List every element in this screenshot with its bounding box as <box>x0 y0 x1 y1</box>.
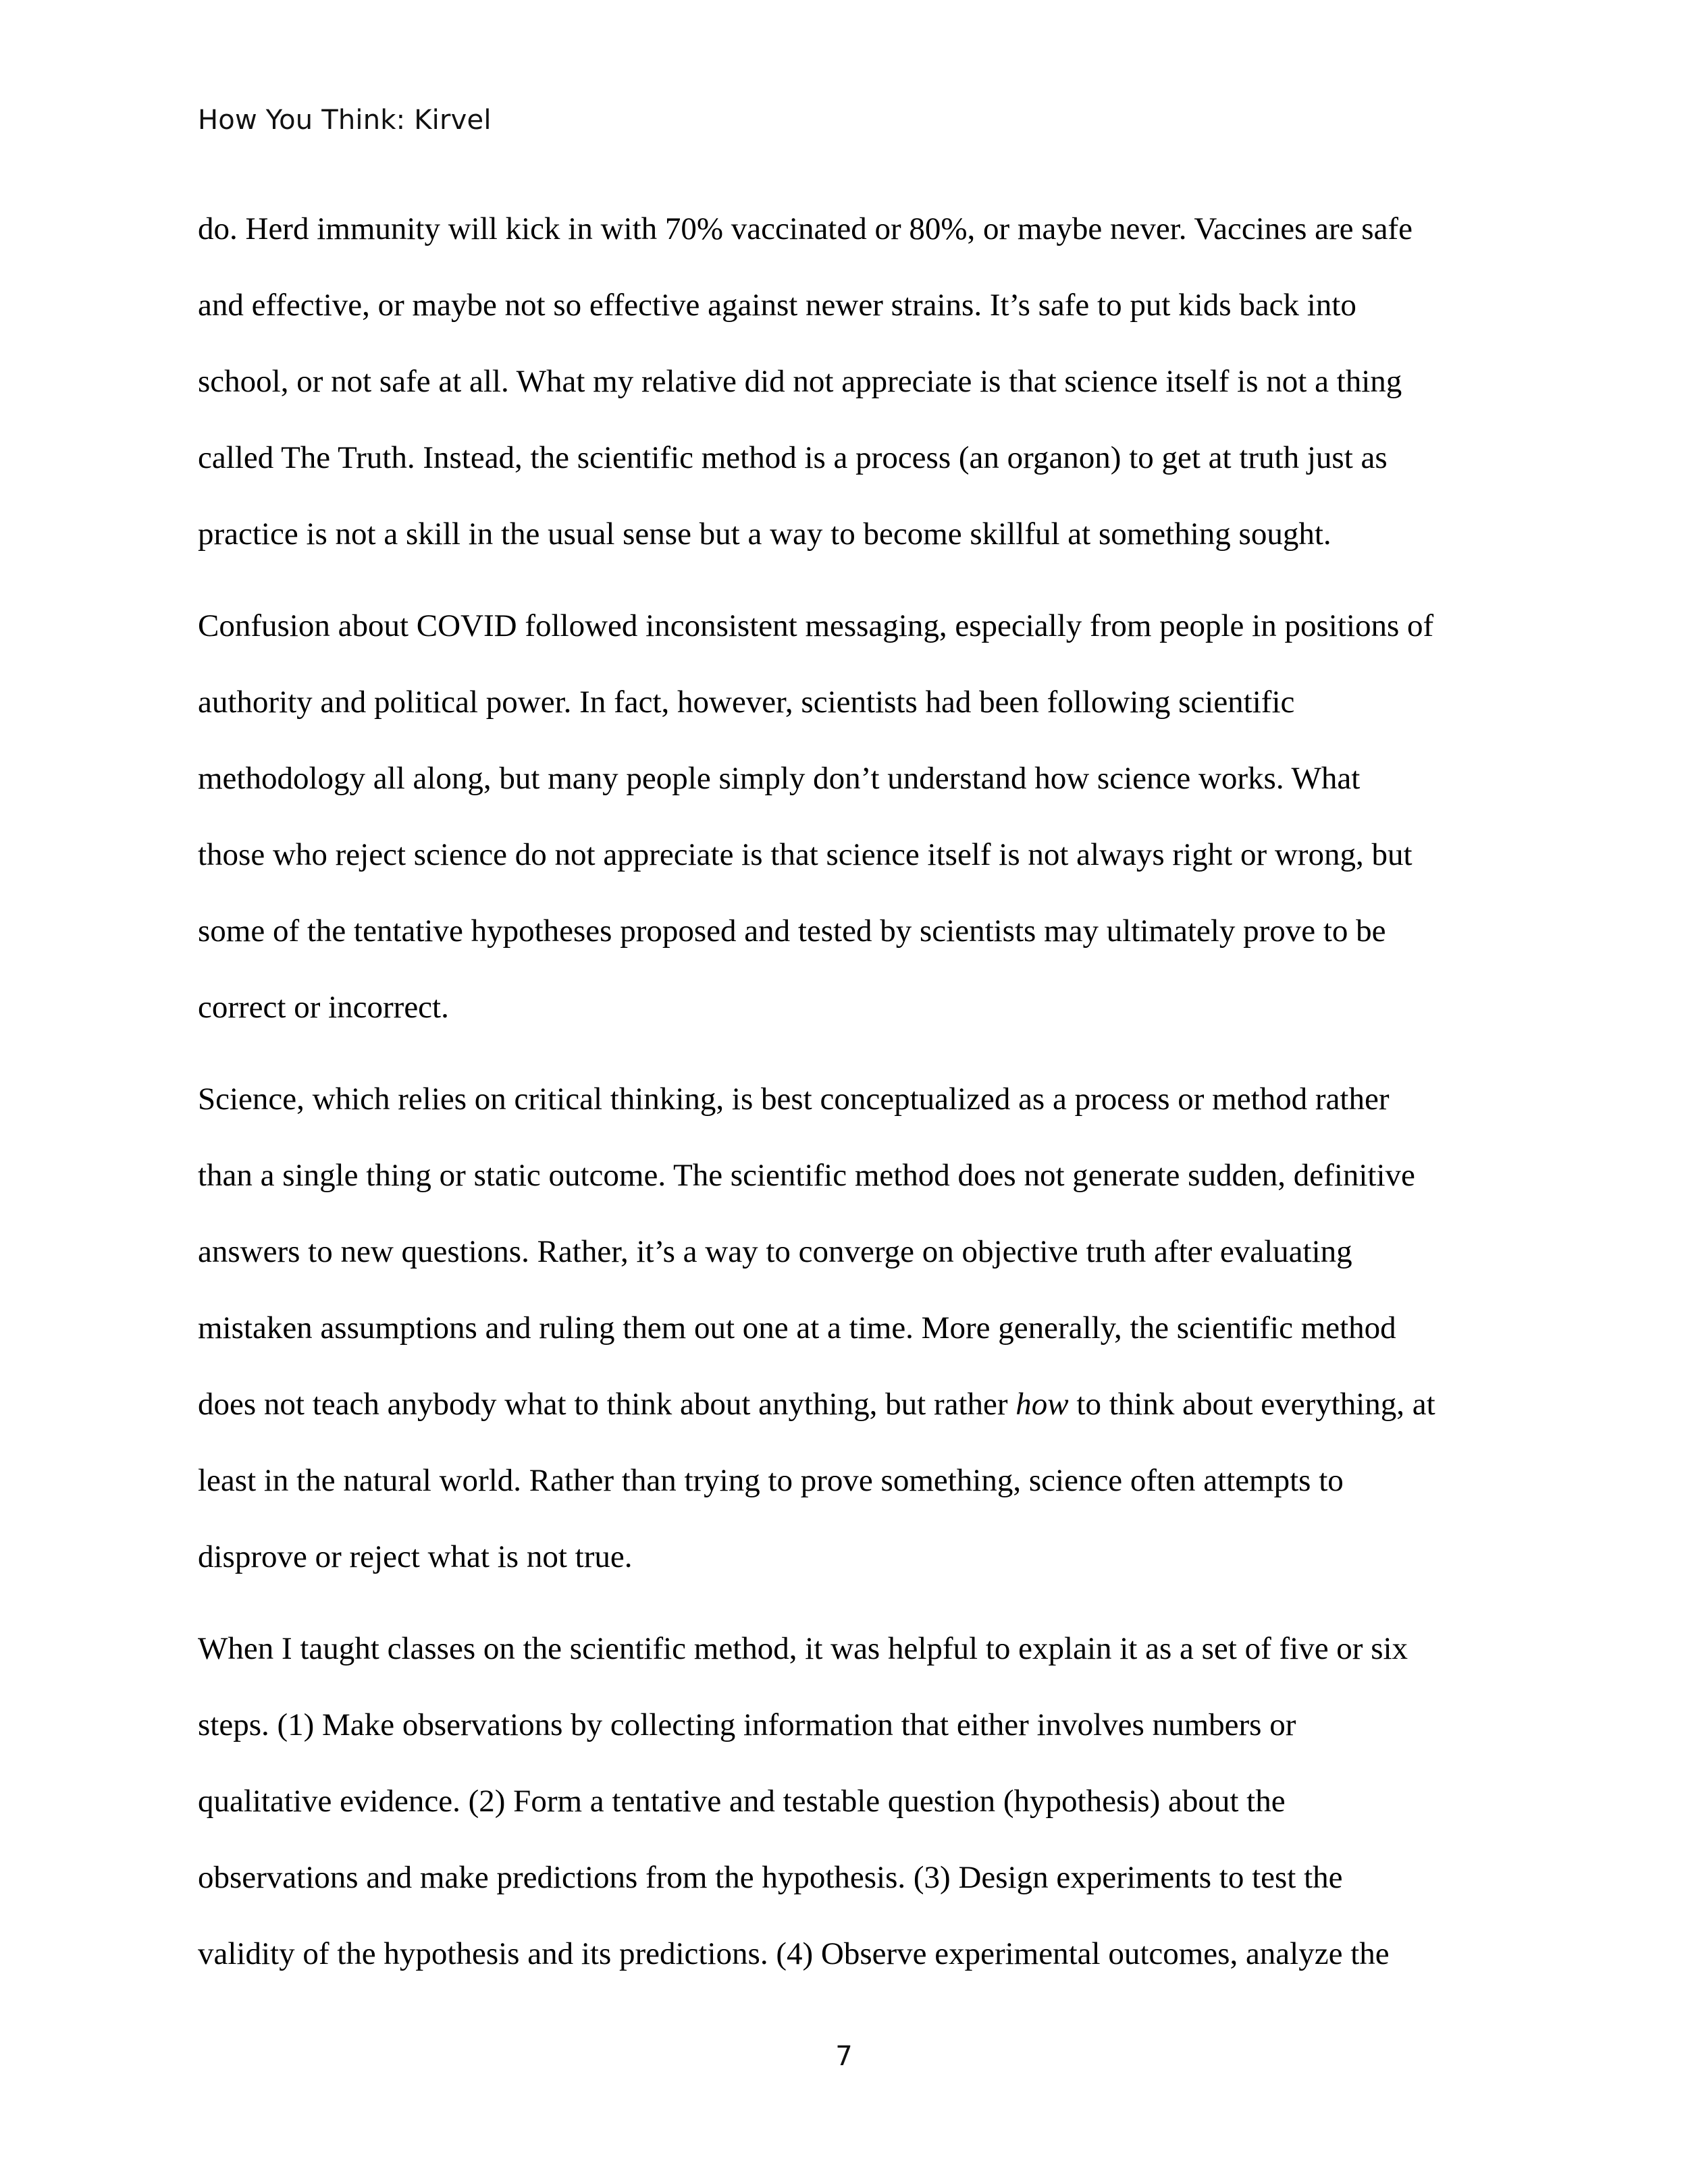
text-line: those who reject science do not appreciate is that science itself is not always right or wrong, but <box>198 837 1413 872</box>
text-line: Confusion about COVID followed inconsistent messaging, especially from people in positions of <box>198 608 1434 643</box>
text-segment: to think about everything, at <box>1068 1387 1435 1422</box>
text-line: least in the natural world. Rather than trying to prove something, science often attempts to <box>198 1463 1344 1498</box>
paragraph-gap <box>198 572 1501 588</box>
paragraph-gap <box>198 1595 1501 1611</box>
text-line: Science, which relies on critical thinking, is best conceptualized as a process or method rather <box>198 1082 1390 1117</box>
running-header: How You Think: Kirvel <box>198 105 492 136</box>
paragraph <box>198 1611 1501 1992</box>
text-line: do. Herd immunity will kick in with 70% vaccinated or 80%, or maybe never. Vaccines are safe <box>198 211 1413 246</box>
text-segment: does not teach anybody what to think about anything, but rather <box>198 1387 1016 1422</box>
page-number: 7 <box>835 2041 853 2072</box>
text-line: observations and make predictions from the hypothesis. (3) Design experiments to test the <box>198 1860 1343 1895</box>
text-line: called The Truth. Instead, the scientific method is a process (an organon) to get at truth just as <box>198 440 1388 475</box>
text-line: than a single thing or static outcome. The scientific method does not generate sudden, definitive <box>198 1158 1415 1193</box>
text-line: practice is not a skill in the usual sense but a way to become skillful at something sought. <box>198 516 1331 552</box>
paragraph <box>198 1061 1501 1595</box>
text-line: and effective, or maybe not so effective against newer strains. It’s safe to put kids back into <box>198 288 1356 323</box>
text-line: authority and political power. In fact, however, scientists had been following scientific <box>198 685 1295 720</box>
emphasis-word: how <box>1016 1387 1069 1422</box>
paragraph <box>198 588 1501 1046</box>
text-line: mistaken assumptions and ruling them out one at a time. More generally, the scientific method <box>198 1310 1396 1346</box>
text-line: methodology all along, but many people simply don’t understand how science works. What <box>198 761 1361 796</box>
text-line: qualitative evidence. (2) Form a tentative and testable question (hypothesis) about the <box>198 1784 1286 1819</box>
text-line: disprove or reject what is not true. <box>198 1539 633 1574</box>
text-line: When I taught classes on the scientific method, it was helpful to explain it as a set of five or six <box>198 1631 1408 1666</box>
paragraph <box>198 191 1501 572</box>
text-line-with-emphasis <box>198 1366 1501 1443</box>
text-line: steps. (1) Make observations by collecting information that either involves numbers or <box>198 1707 1296 1742</box>
text-line: answers to new questions. Rather, it’s a way to converge on objective truth after evaluating <box>198 1234 1352 1269</box>
text-line: some of the tentative hypotheses proposed and tested by scientists may ultimately prove to be <box>198 913 1386 949</box>
text-line: school, or not safe at all. What my relative did not appreciate is that science itself is not a thing <box>198 364 1402 399</box>
text-line: validity of the hypothesis and its predictions. (4) Observe experimental outcomes, analyze the <box>198 1936 1390 1971</box>
paragraph-gap <box>198 1046 1501 1061</box>
text-line: correct or incorrect. <box>198 990 449 1025</box>
body-text <box>198 191 1501 1992</box>
